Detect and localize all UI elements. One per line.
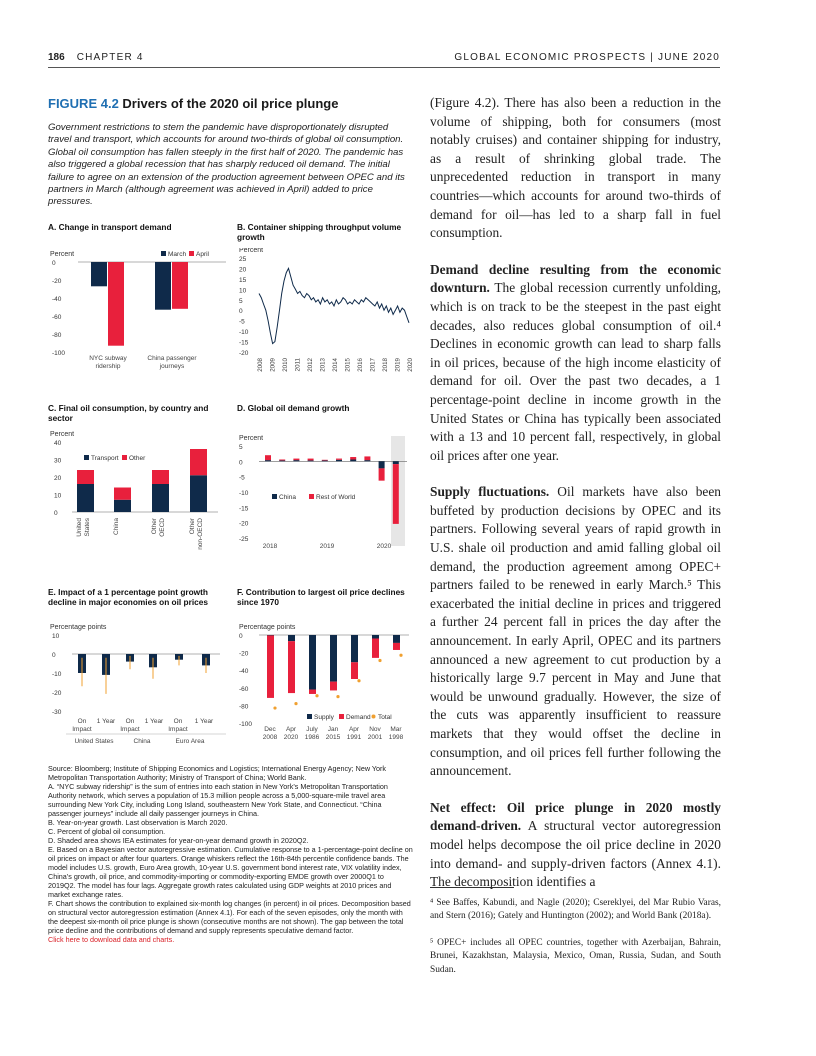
category-label: China passenger [147, 355, 197, 362]
x-tick-label: 2013 [319, 358, 327, 372]
note-d: D. Shaded area shows IEA estimates for year-on-year demand growth in 2020Q2. [48, 836, 309, 845]
x-tick-label: 2020 [283, 734, 299, 741]
y-tick-label: -20 [52, 690, 62, 697]
publication-title: GLOBAL ECONOMIC PROSPECTS | JUNE 2020 [454, 52, 720, 63]
legend-swatch [372, 715, 376, 719]
bar-supply-7 [393, 635, 400, 643]
y-tick-label: -15 [239, 339, 249, 347]
bar-demand-2 [288, 641, 295, 693]
y-tick-label: 10 [239, 287, 247, 295]
bar-rest-of-world-9 [379, 468, 385, 480]
y-tick-label: -5 [239, 318, 245, 326]
x-tick-label: 2020 [407, 358, 414, 372]
y-axis-label: Percent [50, 251, 75, 258]
x-tick-label: 2008 [262, 734, 278, 741]
legend-label: Supply [314, 714, 334, 721]
x-tick-label: July [306, 726, 318, 733]
y-axis-label: Percent [50, 431, 75, 438]
y-tick-label: -10 [239, 329, 249, 337]
note-e: E. Based on a Bayesian vector autoregressive estimation. Cumulative response to a 1-percentage-point decline on oil prices on impact or after four quarters. Orange whiskers reflect the 16th-84th percentile confidence bands. The model includes U.S. growth, Euro Area growth, 10-year U.S. government bond interest rate, VIX volatility index, China’s growth, oil price, and commodity-importing or commodity-exporting EMDE growth over 2000Q1 to 2019Q2. The model has four lags. Aggregate growth rates calculated using GDP weights at 2010 prices and market exchange rates. [48, 845, 413, 899]
category-label: On [173, 718, 183, 725]
footnote-4: ⁴ See Baffes, Kabundi, and Nagle (2020); Csereklyei, del Mar Rubio Varas, and Stern (2016); Gately and Huntington (2002); and World Bank (2018a). [430, 898, 721, 922]
y-tick-label: -15 [239, 505, 249, 513]
x-tick-label: Mar [390, 726, 402, 733]
economy-label: United States [74, 738, 114, 745]
y-tick-label: 30 [54, 457, 62, 465]
legend-label: Other [129, 455, 146, 462]
bar-china-6 [336, 460, 342, 462]
panel-b-title: B. Container shipping throughput volume growth [237, 222, 402, 242]
y-axis-label: Percentage points [50, 624, 107, 631]
category-label: States [84, 518, 91, 537]
category-label: 1 Year [194, 718, 214, 725]
bar-rest-of-world-1 [265, 455, 271, 460]
paragraph-heading: Demand decline resulting from the economic downturn. [430, 261, 721, 296]
bar-demand-1 [267, 635, 274, 697]
x-tick-label: 2015 [344, 358, 352, 372]
panel-c-title: C. Final oil consumption, by country and sector [48, 403, 209, 423]
y-tick-label: -10 [52, 671, 62, 678]
panel-d-title: D. Global oil demand growth [237, 403, 350, 413]
total-marker-7 [399, 654, 402, 657]
legend-label: Transport [91, 455, 119, 462]
category-label: non-OECD [197, 518, 204, 550]
legend-label: China [279, 494, 296, 501]
y-tick-label: 5 [239, 444, 243, 451]
category-label: NYC subway [89, 355, 127, 362]
bar-china-5 [322, 460, 328, 461]
body-paragraph [430, 483, 721, 781]
legend-swatch [122, 455, 127, 460]
bar-china-7 [350, 459, 356, 461]
y-tick-label: -20 [239, 350, 249, 357]
bar-supply-5 [351, 635, 358, 662]
source-line: Source: Bloomberg; Institute of Shipping Economics and Logistics; International Energy Agency; New York Metropolitan Transportation Authority; Ministry of Transport of China; World Bank. [48, 764, 387, 782]
x-tick-label: 2001 [367, 734, 383, 741]
download-data-link[interactable]: Click here to download data and charts. [48, 935, 175, 944]
x-tick-label: 2010 [282, 358, 289, 372]
chart-d-oil-demand-growth [237, 428, 417, 558]
legend-swatch [339, 714, 344, 719]
legend-label: Rest of World [316, 494, 356, 501]
y-tick-label: -20 [239, 520, 249, 528]
chapter-label: CHAPTER 4 [76, 52, 144, 63]
x-tick-label: 2015 [325, 734, 341, 741]
bar-transport-4 [190, 475, 207, 512]
body-paragraph [430, 261, 721, 466]
page-number: 186 [48, 52, 65, 63]
bar-transport-2 [114, 500, 131, 512]
running-header-left [48, 52, 144, 63]
bar-supply-2 [288, 635, 295, 641]
body-text-column [430, 94, 721, 910]
chart-e-growth-impact [48, 619, 228, 754]
y-tick-label: 20 [239, 266, 247, 274]
y-tick-label: -60 [239, 685, 249, 693]
bar-supply-3 [309, 635, 316, 690]
bar-china-8 [364, 460, 370, 461]
y-tick-label: 0 [239, 633, 243, 640]
x-tick-label: 2008 [257, 358, 264, 372]
bar-april-2 [172, 262, 188, 309]
paragraph-text: A structural vector autoregression model helps decompose the oil price decline in 2020 into demand- and supply-driven factors (Annex 4.1). The decomposition identifies a [430, 818, 721, 890]
paragraph-text: The global recession currently unfolding, which is on track to be the steepest in the past eight decades, also reduces global consumption of oil.⁴ Declines in economic growth can lead to sharp falls in oil prices, because of the high income elasticity of demand for oil. Over the past two decades, a 1 percentage-point decline in income growth in the United States or China has typically been associated with a 13 and 10 percent fall, respectively, in global oil prices after one year. [430, 280, 721, 463]
total-marker-4 [336, 695, 339, 698]
x-tick-label: Dec [264, 726, 276, 733]
y-tick-label: 25 [239, 256, 247, 263]
bar-rest-of-world-2 [279, 459, 285, 460]
y-tick-label: -100 [239, 721, 253, 728]
x-tick-label: 2020 [376, 543, 392, 550]
category-label: Impact [120, 726, 140, 733]
x-tick-label: 2018 [262, 543, 278, 550]
bar-supply-6 [372, 635, 379, 639]
category-label: China [113, 518, 120, 535]
y-tick-label: -60 [52, 314, 62, 321]
legend-label: April [196, 251, 210, 258]
paragraph-heading: Net effect: Oil price plunge in 2020 mostly demand-driven. [430, 799, 721, 834]
total-marker-1 [273, 706, 276, 709]
category-label: 1 Year [144, 718, 164, 725]
y-tick-label: 15 [239, 276, 247, 284]
x-tick-label: Jan [327, 726, 339, 733]
total-marker-6 [378, 659, 381, 662]
y-tick-label: 10 [52, 633, 60, 640]
x-tick-label: 1991 [346, 734, 362, 741]
total-marker-2 [294, 702, 297, 705]
y-tick-label: -20 [52, 278, 62, 285]
y-tick-label: -30 [52, 709, 62, 716]
category-label: On [77, 718, 87, 725]
figure-intro: Government restrictions to stem the pandemic have disproportionately disrupted travel and transport, which accounts for around two-thirds of global oil consumption. Global oil consumption has fallen steeply in the first half of 2020. The pandemic has also triggered a global recession that has sharply reduced oil demand. The initial failure to agree on an extension of the production agreement between OPEC and its partners in March (although agreement was achieved in April) added to price pressures. [48, 122, 405, 208]
y-tick-label: -40 [52, 296, 62, 303]
y-tick-label: -100 [52, 350, 66, 357]
note-f: F. Chart shows the contribution to explained six-month log changes (in percent) in oil prices. Decomposition based on structural vector autoregression estimation (Annex 4.1). For each of the seven episodes, only the month with the deepest six-month oil price plunge is shown (consecutive months are not shown). The gap between the total price decline and the contributions of demand and supply represents speculative demand factor. [48, 899, 411, 935]
bar-china-1 [265, 460, 271, 461]
bar-transport-3 [152, 484, 169, 512]
legend-swatch [272, 494, 277, 499]
paragraph-text: (Figure 4.2). There has also been a reduction in the volume of shipping, both for consumers (most notably cruises) and container shipping for industry, as a result of shrinking global trade. The unprecedented reduction in transport in many countries—which accounts for around two-thirds of demand for oil—has led to a sharp fall in fuel consumption. [430, 95, 721, 241]
legend-swatch [307, 714, 312, 719]
panel-a-title: A. Change in transport demand [48, 222, 172, 232]
y-tick-label: 5 [239, 297, 243, 305]
total-marker-3 [315, 694, 318, 697]
y-tick-label: -40 [239, 668, 249, 676]
x-tick-label: Apr [348, 726, 360, 733]
y-tick-label: 0 [239, 459, 243, 467]
paragraph-heading: Supply fluctuations. [430, 484, 550, 500]
legend-swatch [84, 455, 89, 460]
y-tick-label: 0 [54, 510, 58, 517]
category-label: journeys [159, 363, 185, 370]
y-tick-label: 0 [52, 260, 56, 267]
legend-swatch [189, 251, 194, 256]
note-a: A. “NYC subway ridership” is the sum of entries into each station in New York’s Metropolitan Transportation Authority network, which serves a population of 15.3 million people across a 5,000-square-mile travel area surrounding New York City, including Long Island, southeastern New York State, and Connecticut. “China passenger journeys” include all daily passenger journeys in China. [48, 782, 388, 818]
legend-label: Demand [346, 714, 371, 721]
total-marker-5 [357, 679, 360, 682]
economy-label: Euro Area [175, 738, 205, 745]
bar-march-1 [91, 262, 107, 286]
x-tick-label: 1986 [304, 734, 320, 741]
category-label: OECD [159, 518, 166, 537]
x-tick-label: 2016 [357, 358, 364, 372]
bar-other-4 [190, 449, 207, 475]
series-line-container-throughput [259, 268, 409, 343]
y-tick-label: -80 [239, 703, 249, 711]
y-tick-label: -25 [239, 536, 249, 543]
category-label: Other [189, 518, 196, 535]
body-paragraph [430, 94, 721, 243]
bar-demand-4 [330, 682, 337, 691]
bar-china-10 [393, 461, 399, 464]
bar-china-9 [379, 461, 385, 468]
legend-label: March [168, 251, 187, 258]
y-tick-label: 10 [54, 492, 62, 500]
chart-b-container-shipping [237, 248, 417, 383]
economy-label: China [133, 738, 151, 745]
y-tick-label: 0 [239, 308, 243, 316]
x-tick-label: Apr [285, 726, 297, 733]
chart-c-final-oil-consumption [48, 428, 228, 558]
header-divider [48, 67, 720, 68]
chart-a-transport-demand [48, 248, 228, 383]
legend-swatch [309, 494, 314, 499]
y-tick-label: 40 [54, 440, 62, 447]
bar-other-2 [114, 488, 131, 500]
note-b: B. Year-on-year growth. Last observation is March 2020. [48, 818, 228, 827]
category-label: Impact [168, 726, 188, 733]
x-tick-label: 2012 [307, 358, 314, 372]
bar-rest-of-world-4 [308, 459, 314, 461]
footnote-5: ⁵ OPEC+ includes all OPEC countries, together with Azerbaijan, Bahrain, Brunei, Kazakhstan, Malaysia, Mexico, Oman, Russia, Sudan, and South Sudan. [430, 938, 721, 975]
note-c: C. Percent of global oil consumption. [48, 827, 166, 836]
category-label: ridership [95, 363, 121, 370]
bar-china-3 [293, 460, 299, 461]
y-axis-label: Percent [239, 435, 264, 442]
bar-other-3 [152, 470, 169, 484]
category-label: On [125, 718, 135, 725]
figure-title-text: Drivers of the 2020 oil price plunge [122, 96, 339, 111]
y-tick-label: 20 [54, 475, 62, 482]
panel-e-title: E. Impact of a 1 percentage point growth decline in major economies on oil prices [48, 587, 208, 607]
bar-rest-of-world-8 [364, 456, 370, 460]
bar-rest-of-world-7 [350, 457, 356, 459]
category-label: United [76, 518, 83, 537]
bar-demand-3 [309, 690, 316, 694]
bar-rest-of-world-10 [393, 464, 399, 524]
bar-supply-4 [330, 635, 337, 682]
bar-demand-6 [372, 639, 379, 658]
x-tick-label: 2017 [369, 358, 377, 372]
x-tick-label: 2009 [269, 358, 277, 372]
x-tick-label: 2019 [319, 543, 335, 550]
paragraph-text: Oil markets have also been buffeted by production decisions by OPEC and its partners. Following several years of rapid growth in U.S. shale oil production and amid falling global oil demand, the production agreement among OPEC+ partners failed to be renewed in early March.⁵ This exacerbated the initial decline in prices and triggered a further 24 percent fall in prices the day after the announcement. In early April, OPEC and its partners announced a new agreement to cut production by a historically large 9.7 percent in May and June that would be unwound gradually. However, the size of the cuts was apparently insufficient to reassure markets that they would offset the decline in consumption, and oil prices fell further following the announcement. [430, 484, 721, 779]
legend-label: Total [378, 714, 392, 721]
bar-other-1 [77, 470, 94, 484]
x-tick-label: 1998 [388, 734, 404, 741]
x-tick-label: 2018 [382, 358, 389, 372]
y-tick-label: -80 [52, 332, 62, 339]
figure-title [48, 96, 408, 111]
bar-china-4 [308, 460, 314, 461]
x-tick-label: Nov [369, 726, 381, 733]
bar-april-1 [108, 262, 124, 346]
category-label: 1 Year [96, 718, 116, 725]
y-tick-label: -10 [239, 490, 249, 497]
x-tick-label: 2019 [394, 358, 402, 372]
figure-number: FIGURE 4.2 [48, 96, 119, 111]
body-paragraph [430, 799, 721, 892]
category-label: Other [151, 518, 158, 535]
y-axis-label: Percent [239, 248, 264, 254]
figure-source-notes [48, 764, 413, 944]
y-tick-label: -5 [239, 474, 245, 482]
y-axis-label: Percentage points [239, 624, 296, 631]
y-tick-label: -20 [239, 650, 249, 658]
bar-rest-of-world-3 [293, 459, 299, 461]
chart-f-price-declines [237, 619, 417, 754]
bar-demand-5 [351, 662, 358, 679]
legend-swatch [161, 251, 166, 256]
bar-rest-of-world-6 [336, 459, 342, 460]
bar-china-2 [279, 460, 285, 461]
x-tick-label: 2014 [332, 358, 339, 372]
bar-march-2 [155, 262, 171, 310]
bar-rest-of-world-5 [322, 460, 328, 461]
footnote-divider [430, 887, 514, 888]
x-tick-label: 2011 [294, 358, 302, 372]
panel-f-title: F. Contribution to largest oil price declines since 1970 [237, 587, 405, 607]
bar-transport-1 [77, 484, 94, 512]
bar-demand-7 [393, 643, 400, 650]
y-tick-label: 0 [52, 652, 56, 659]
category-label: Impact [72, 726, 92, 733]
